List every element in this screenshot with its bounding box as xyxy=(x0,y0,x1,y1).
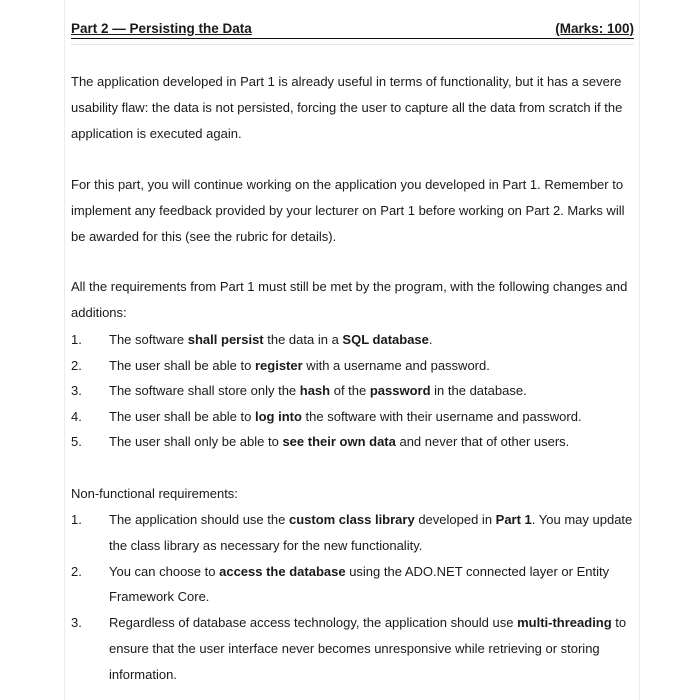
non-functional-title: Non-functional requirements: xyxy=(71,486,238,501)
list-item-number: 2. xyxy=(71,563,82,579)
feedback-paragraph: For this part, you will continue working on the application you developed in Part 1. Remember to implement any feedback provided by your lecturer on Part 1 before working on Part 2. Marks will be awarded for this (see the rubric for details). xyxy=(71,177,625,244)
emphasis-text: hash xyxy=(299,383,331,399)
emphasis-text: password xyxy=(369,383,431,399)
list-item-text: the software with their username and password. xyxy=(301,408,582,424)
list-item-text: The software xyxy=(109,332,188,347)
emphasis-text: see their own data xyxy=(282,434,396,450)
list-item xyxy=(71,353,637,379)
list-item xyxy=(71,507,637,559)
list-item-number: 3. xyxy=(71,615,82,631)
emphasis-text: access the database xyxy=(219,563,346,579)
list-item-text: . You may update the class library as necessary for the new functionality. xyxy=(109,512,633,553)
emphasis-text: SQL database xyxy=(342,332,429,347)
list-item-text: The user shall be able to xyxy=(109,357,255,373)
list-item-text: The software shall store only the xyxy=(109,383,300,399)
list-item-number: 5. xyxy=(71,434,82,450)
list-item-text: developed in xyxy=(414,512,496,527)
list-item-text: the data in a xyxy=(263,332,343,347)
list-item-text: in the database. xyxy=(430,383,527,399)
list-item-text: You can choose to xyxy=(109,563,220,579)
list-item-text: to ensure that the user interface never becomes unresponsive while retrieving or storing information. xyxy=(109,615,627,682)
emphasis-text: multi-threading xyxy=(517,615,612,631)
list-item-number: 1. xyxy=(71,332,82,347)
section-title: Part 2 — Persisting the Data xyxy=(71,21,252,36)
list-item-text: and never that of other users. xyxy=(395,434,570,450)
intro-paragraph: The application developed in Part 1 is already useful in terms of functionality, but it has a severe usability flaw: the data is not persisted, forcing the user to capture all the data from scratch if the application is executed again. xyxy=(71,74,623,141)
list-item-number: 1. xyxy=(71,512,82,527)
list-item-text: using the ADO.NET connected layer or Entity Framework Core. xyxy=(109,563,610,605)
list-item-text: of the xyxy=(330,383,370,399)
list-item-text: Regardless of database access technology, the application should use xyxy=(109,615,518,631)
list-item-number: 4. xyxy=(71,408,82,424)
list-item-text: . xyxy=(428,332,433,347)
list-item xyxy=(71,378,637,404)
list-item-text: The user shall only be able to xyxy=(109,434,283,450)
list-item-text: The application should use the xyxy=(109,512,289,527)
non-functional-list xyxy=(71,507,637,688)
emphasis-text: shall persist xyxy=(187,332,264,347)
list-item-number: 3. xyxy=(71,383,82,399)
list-item xyxy=(71,327,637,353)
marks-label: (Marks: 100) xyxy=(555,21,634,36)
section-header xyxy=(71,20,634,39)
list-item-text: with a username and password. xyxy=(302,357,490,373)
emphasis-text: log into xyxy=(254,408,302,424)
list-item xyxy=(71,404,637,430)
list-item-number: 2. xyxy=(71,357,82,373)
list-item-text: The user shall be able to xyxy=(109,408,255,424)
header-divider xyxy=(71,44,634,45)
emphasis-text: custom class library xyxy=(288,512,415,527)
requirements-intro-paragraph: All the requirements from Part 1 must still be met by the program, with the following changes and additions: xyxy=(71,279,628,320)
list-item xyxy=(71,559,637,611)
list-item xyxy=(71,610,637,687)
list-item xyxy=(71,429,637,455)
emphasis-text: Part 1 xyxy=(495,512,532,527)
emphasis-text: register xyxy=(254,357,303,373)
requirements-list xyxy=(71,327,637,455)
